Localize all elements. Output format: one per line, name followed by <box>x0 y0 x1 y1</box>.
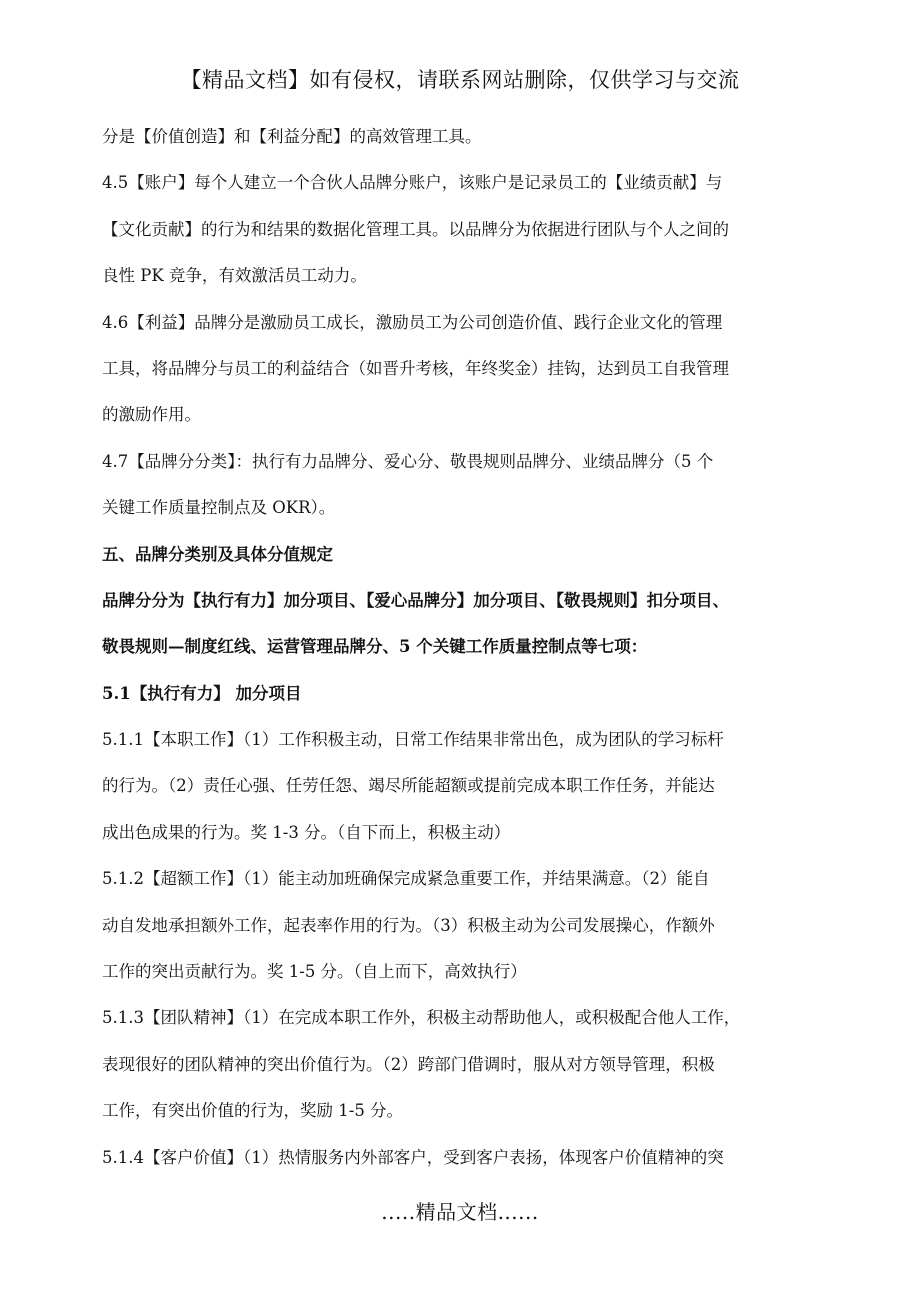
bold-paragraph-line: 品牌分分为【执行有力】加分项目、【爱心品牌分】加分项目、【敬畏规则】扣分项目、 <box>102 590 729 610</box>
paragraph-line: 5.1.3【团队精神】（1）在完成本职工作外，积极主动帮助他人，或积极配合他人工作， <box>102 1008 741 1028</box>
section-heading: 五、品牌分类别及具体分值规定 <box>102 544 333 564</box>
paragraph-line: 工具，将品牌分与员工的利益结合（如晋升考核，年终奖金）挂钩，达到员工自我管理 <box>102 358 729 378</box>
paragraph-line: 5.1.4【客户价值】（1）热情服务内外部客户，受到客户表扬，体现客户价值精神的突 <box>102 1147 724 1167</box>
page-header-banner: 【精品文档】如有侵权，请联系网站删除，仅供学习与交流 <box>180 68 740 92</box>
paragraph-line: 良性 PK 竞争，有效激活员工动力。 <box>102 266 367 286</box>
paragraph-line: 表现很好的团队精神的突出价值行为。（2）跨部门借调时，服从对方领导管理，积极 <box>102 1054 715 1074</box>
paragraph-line: 分是【价值创造】和【利益分配】的高效管理工具。 <box>102 127 482 146</box>
paragraph-line: 4.7【品牌分分类】：执行有力品牌分、爱心分、敬畏规则品牌分、业绩品牌分（5 个 <box>102 451 714 471</box>
paragraph-line: 4.5【账户】每个人建立一个合伙人品牌分账户，该账户是记录员工的【业绩贡献】与 <box>102 173 723 193</box>
paragraph-line: 工作的突出贡献行为。奖 1-5 分。（自上而下，高效执行） <box>102 962 527 982</box>
paragraph-line: 5.1.2【超额工作】（1）能主动加班确保完成紧急重要工作，并结果满意。（2）能自 <box>102 869 710 889</box>
paragraph-line: 【文化贡献】的行为和结果的数据化管理工具。以品牌分为依据进行团队与个人之间的 <box>102 219 729 239</box>
paragraph-line: 成出色成果的行为。奖 1-3 分。（自下而上，积极主动） <box>102 822 511 842</box>
paragraph-line: 动自发地承担额外工作，起表率作用的行为。（3）积极主动为公司发展操心，作额外 <box>102 915 715 935</box>
document-body <box>102 122 822 1189</box>
paragraph-line: 关键工作质量控制点及 OKR）。 <box>102 498 336 518</box>
page-footer-banner: .....精品文档...... <box>381 1200 539 1224</box>
paragraph-line: 的激励作用。 <box>102 405 201 425</box>
paragraph-line: 工作，有突出价值的行为，奖励 1-5 分。 <box>102 1101 404 1121</box>
paragraph-line: 5.1.1【本职工作】（1）工作积极主动，日常工作结果非常出色，成为团队的学习标杆 <box>102 730 724 750</box>
paragraph-line: 的行为。（2）责任心强、任劳任怨、竭尽所能超额或提前完成本职工作任务，并能达 <box>102 776 715 796</box>
subsection-heading: 5.1【执行有力】 加分项目 <box>102 683 302 703</box>
paragraph-line: 4.6【利益】品牌分是激励员工成长，激励员工为公司创造价值、践行企业文化的管理 <box>102 312 723 332</box>
bold-paragraph-line: 敬畏规则—制度红线、运营管理品牌分、5 个关键工作质量控制点等七项： <box>102 637 648 657</box>
